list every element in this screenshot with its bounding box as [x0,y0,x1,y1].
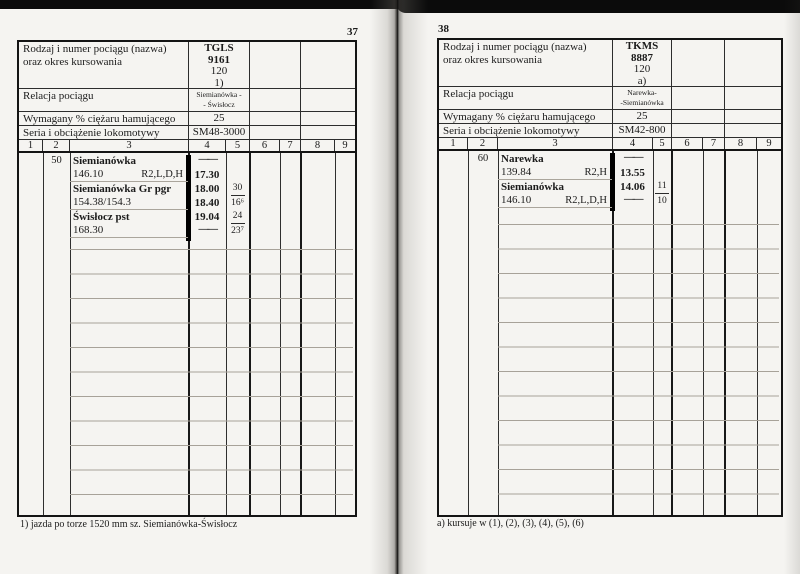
column-number: 5 [226,140,250,151]
empty-header-cell [250,89,301,111]
loco-label: Seria i obciążenie lokomotywy [19,126,189,139]
empty-ruled-rows [70,249,353,511]
no-time-dash: —— [198,152,216,165]
train-weight: 120 [210,65,228,77]
empty-header-cell [672,110,725,123]
empty-header-cell [725,40,781,86]
train-number: 8887 [631,51,653,64]
empty-header-cell [250,42,301,88]
column-number: 8 [301,140,335,151]
empty-header-cell [725,87,781,109]
brake-percent: 25 [189,112,250,125]
km-post: 146.10 [501,194,532,206]
column-number-row [19,140,355,153]
timetable-line [19,168,355,182]
header-row-train [19,42,355,89]
column-number: 1 [439,138,468,149]
column-number: 2 [468,138,498,149]
entry-row-number: 50 [51,155,62,166]
train-note-ref: 1) [214,76,224,88]
empty-header-cell [725,124,781,137]
column-number: 9 [342,140,348,151]
empty-header-cell [250,126,301,139]
train-entry [439,152,781,208]
no-time-dash: —— [624,192,641,205]
column-number: 5 [653,138,672,149]
train-entry [19,154,355,238]
brake-label: Wymagany % ciężaru hamującego [439,110,613,123]
station-cell [498,180,612,194]
column-number: 3 [498,138,613,149]
relation-cell: Siemianówka - - Świsłocz [189,89,250,111]
minutes-cell: 16⁶ [231,197,244,208]
header-row-loco [19,126,355,140]
time-cell: 17.30 [194,168,220,181]
empty-header-cell [725,110,781,123]
loco-label: Seria i obciążenie lokomotywy [439,124,613,137]
train-note-ref: a) [637,74,647,86]
timetable-body [439,151,781,515]
train-type: TKMS [625,40,659,52]
train-weight: 120 [633,63,651,75]
minutes-cell: 10 [657,195,667,206]
column-number: 1 [19,140,43,151]
header-row-relation [19,89,355,112]
station-cell [70,154,188,168]
brake-label: Wymagany % ciężaru hamującego [19,112,189,125]
column-number: 4 [189,140,226,151]
column-number: 3 [70,140,189,151]
relation-label: Relacja pociągu [439,87,613,109]
minutes-cell: 11 [653,180,671,194]
station-cell [70,196,188,210]
header-row-relation [439,87,781,110]
time-cell: 13.55 [620,166,645,179]
empty-header-cell [301,126,355,139]
header-row-loco [439,124,781,138]
station-name: Siemianówka [73,154,136,167]
train-type-label: Rodzaj i numer pociągu (nazwa) oraz okres kursowania [19,42,189,88]
minutes-cell: 30 [226,182,249,196]
timetable-line [439,166,781,180]
km-post: 146.10 [73,168,104,180]
empty-header-cell [301,112,355,125]
no-time-dash: —— [198,222,216,235]
column-number: 4 [613,138,653,149]
column-number: 7 [280,140,301,151]
page-edge-shadow [784,0,800,574]
station-name: Siemianówka Gr pgr [73,182,172,195]
column-number: 7 [703,138,725,149]
time-cell: 18.40 [194,196,220,209]
station-cell [498,152,612,166]
brake-percent: 25 [613,110,672,123]
time-cell [188,222,226,238]
train-type-label: Rodzaj i numer pociągu (nazwa) oraz okres kursowania [439,40,613,86]
time-cell [612,150,653,166]
station-cell [70,168,188,182]
train-type: TGLS [204,42,234,54]
page-number-left: 37 [347,26,358,38]
empty-header-cell [672,40,725,86]
timetable-line [439,194,781,208]
timetable-page-38 [437,38,783,517]
time-cell [612,192,653,208]
km-post: 154.38/154.3 [73,196,132,208]
time-cell: 14.06 [620,180,645,193]
km-post: 139.84 [501,166,532,178]
station-cell [70,224,188,238]
timetable-line [19,196,355,210]
empty-header-cell [672,124,725,137]
footnote-right: a) kursuje w (1), (2), (3), (4), (5), (6) [437,518,584,529]
timetable-line [439,152,781,166]
timetable-line [19,154,355,168]
station-cell [498,194,612,208]
column-number: 9 [766,138,772,149]
timetable-line [19,210,355,224]
station-name: Świsłocz pst [73,210,130,223]
scanner-background-top-right [396,0,800,13]
timetable-page-37 [17,40,357,517]
station-name: Siemianówka [501,180,564,193]
empty-header-cell [250,112,301,125]
station-name: Narewka [501,152,544,165]
time-cell: 18.00 [194,182,220,195]
train-id-cell [189,42,250,88]
empty-ruled-rows [498,224,779,496]
timetable-line [439,180,781,194]
minutes-cell: 24 [226,210,249,224]
entry-row-number: 60 [477,153,489,164]
relation-label: Relacja pociągu [19,89,189,111]
timetable-body [19,153,355,515]
footnote-left: 1) jazda po torze 1520 mm sz. Siemianówka-Świsłocz [20,519,238,530]
page-number-right: 38 [438,23,449,35]
header-row-brake [19,112,355,126]
station-cell [70,182,188,196]
empty-header-cell [672,87,725,109]
column-number: 6 [672,138,703,149]
train-code: R2,L,D,H [141,169,183,180]
train-code: R2,L,D,H [565,195,607,206]
station-cell [70,210,188,224]
station-cell [498,166,612,180]
timetable-line [19,182,355,196]
no-time-dash: —— [624,150,641,163]
timetable-line [19,224,355,238]
locomotive: SM48-3000 [189,126,250,139]
column-number: 6 [250,140,280,151]
column-number: 2 [43,140,70,151]
book-gutter-shadow [370,0,428,574]
train-id-cell [613,40,672,86]
locomotive: SM42-800 [613,124,672,137]
column-number-row [439,138,781,151]
header-row-train [439,40,781,87]
header-row-brake [439,110,781,124]
time-cell: 19.04 [194,210,220,223]
km-post: 168.30 [73,224,104,236]
column-number: 8 [725,138,757,149]
relation-cell: Narewka- -Siemianówka [613,87,672,109]
empty-header-cell [301,42,355,88]
empty-header-cell [301,89,355,111]
time-cell [188,152,226,168]
train-code: R2,H [584,167,607,178]
train-number: 9161 [208,53,230,66]
minutes-cell: 23⁷ [231,225,244,236]
